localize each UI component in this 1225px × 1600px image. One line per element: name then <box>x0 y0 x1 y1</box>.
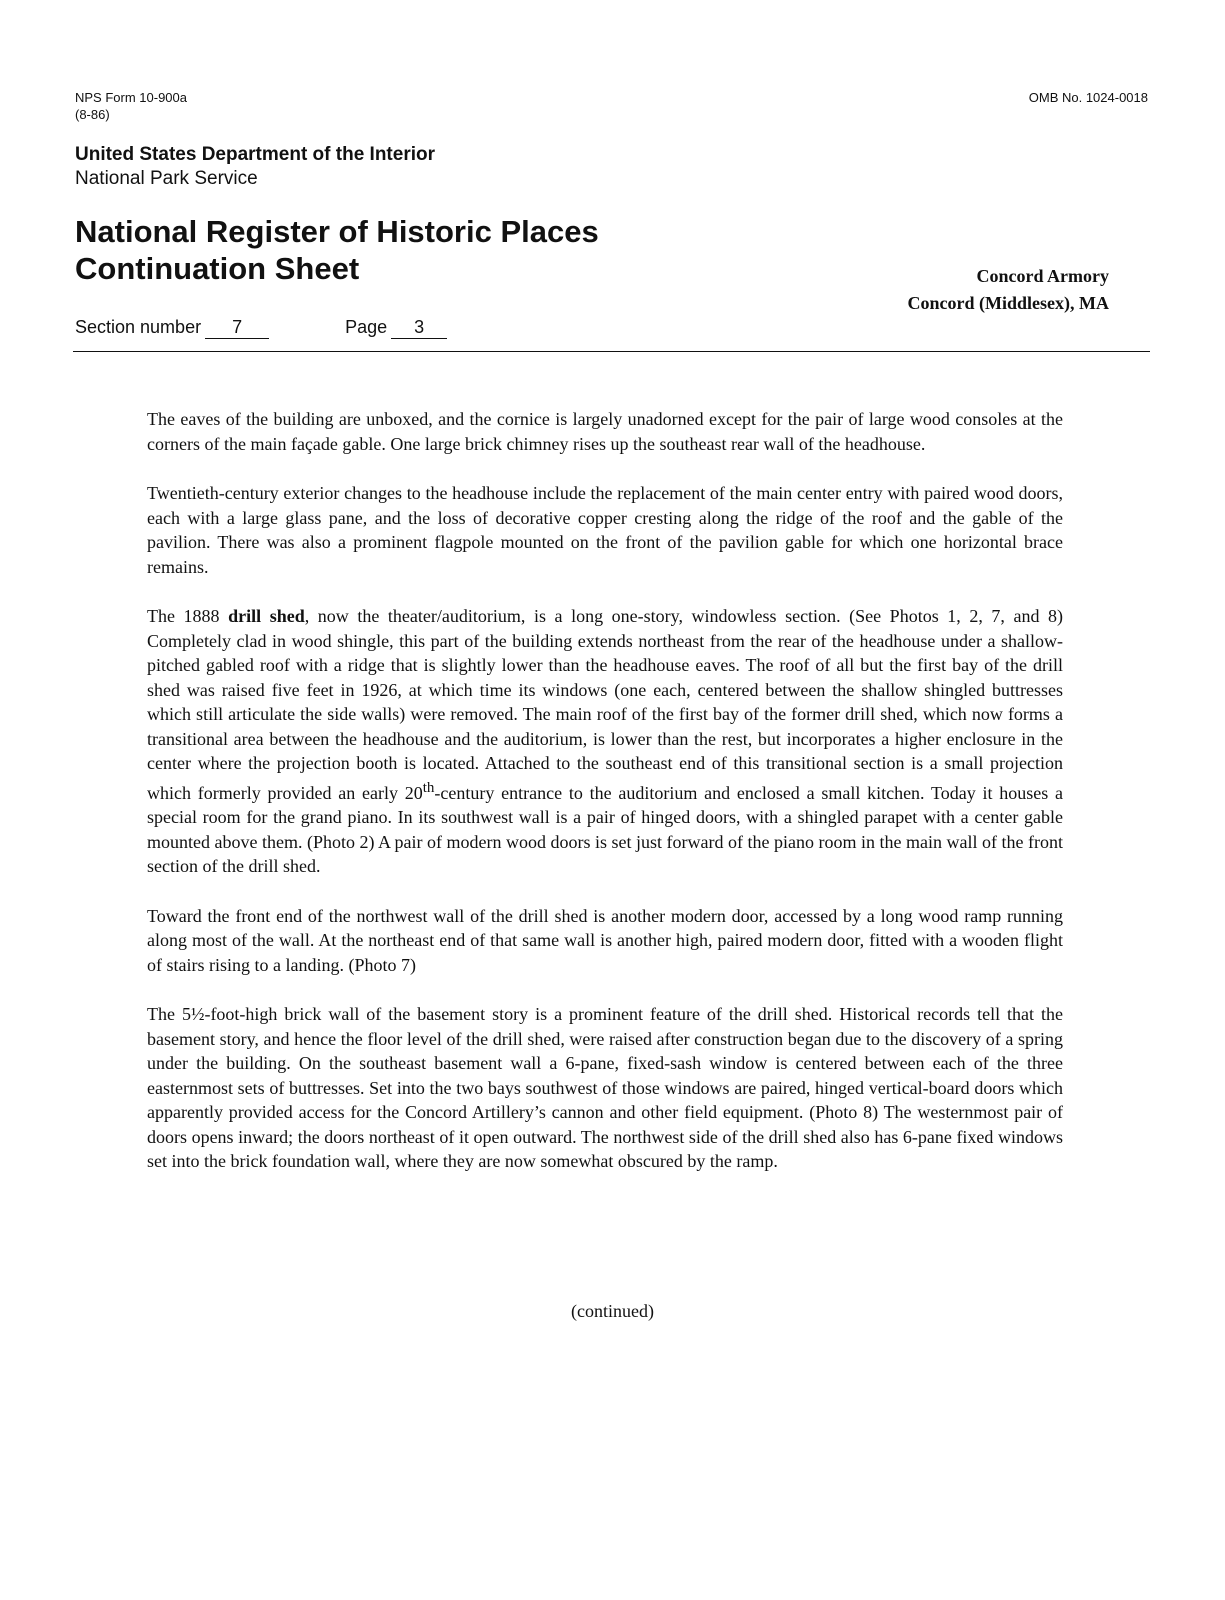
paragraph-exterior-changes: Twentieth-century exterior changes to the headhouse include the replacement of the main center entry with paired wood doors, each with a large glass pane, and the loss of decorative copper cresting along the ridge of the roof and the gable of the pavilion. There was also a prominent flagpole mounted on the front of the pavilion gable for which one horizontal brace remains. <box>147 483 1063 577</box>
section-page-line <box>75 316 447 339</box>
ordinal-suffix: th <box>422 779 435 796</box>
section-label: Section number <box>75 317 202 337</box>
drill-shed-intro: The 1888 <box>147 606 220 626</box>
paragraph-northwest-wall: Toward the front end of the northwest wall of the drill shed is another modern door, accessed by a long wood ramp running along most of the wall. At the northeast end of that same wall is another high, paired modern door, fitted with a wooden flight of stairs rising to a landing. (Photo 7) <box>147 905 1063 975</box>
document-body <box>147 407 1063 1199</box>
paragraph-eaves: The eaves of the building are unboxed, and the cornice is largely unadorned except for the pair of large wood consoles at the corners of the main façade gable. One large brick chimney rises up the southeast rear wall of the headhouse. <box>147 409 1063 454</box>
title-line-1: National Register of Historic Places <box>75 214 599 249</box>
page-label: Page <box>345 317 388 337</box>
property-name: Concord Armory <box>976 266 1109 286</box>
department-name: United States Department of the Interior <box>75 144 435 165</box>
continued-note: (continued) <box>571 1301 654 1321</box>
form-date: (8-86) <box>75 107 110 122</box>
section-number-value: 7 <box>205 316 269 339</box>
form-identifier <box>75 89 187 123</box>
drill-shed-text-1: , now the theater/auditorium, is a long one-story, windowless section. (See Photos 1, 2, 7, and 8) Completely clad in wood shingle, this part of the building extends northeast from the rear of the headhouse under a shallow-pitched gabled roof with a ridge that is slightly lower than the headhouse eaves. The roof of all but the first bay of the drill shed was raised five feet in 1926, at which time its windows (one each, centered between the shallow shingled buttresses which still articulate the side walls) were removed. The main roof of the first bay of the former drill shed, which now forms a transitional area between the headhouse and the auditorium, is lower than the rest, but incorporates a higher enclosure in the center where the projection booth is located. Attached to the southeast end of this transitional section is a small projection which formerly provided an early 20 <box>147 606 1064 803</box>
agency-name: National Park Service <box>75 168 258 189</box>
property-location: Concord (Middlesex), MA <box>907 293 1109 313</box>
document-title <box>75 213 599 287</box>
title-line-2: Continuation Sheet <box>75 251 360 286</box>
drill-shed-term: drill shed <box>228 606 305 626</box>
header-divider <box>73 351 1150 352</box>
agency-block <box>75 143 435 191</box>
page-number-value: 3 <box>391 316 447 339</box>
drill-shed-text-2: -century entrance to the auditorium and enclosed a small kitchen. Today it houses a special room for the grand piano. In its southwest wall is a pair of hinged doors, with a shingled parapet with a center gable mounted above them. (Photo 2) A pair of modern wood doors is set just forward of the piano room in the main wall of the front section of the drill shed. <box>147 782 1063 876</box>
paragraph-drill-shed <box>147 604 1063 879</box>
form-number: NPS Form 10-900a <box>75 90 187 105</box>
omb-number: OMB No. 1024-0018 <box>1028 90 1148 105</box>
paragraph-basement: The 5½-foot-high brick wall of the basement story is a prominent feature of the drill shed. Historical records tell that the basement story, and hence the floor level of the drill shed, were raised after construction began due to the discovery of a spring under the building. On the southeast basement wall a 6-pane, fixed-sash window is centered between each of the three easternmost sets of buttresses. Set into the two bays southwest of those windows are paired, hinged vertical-board doors which apparently provided access for the Concord Artillery’s cannon and other field equipment. (Photo 8) The westernmost pair of doors opens inward; the doors northeast of it open outward. The northwest side of the drill shed also has 6-pane fixed windows set into the brick foundation wall, where they are now somewhat obscured by the ramp. <box>147 1004 1063 1171</box>
property-block <box>908 263 1109 317</box>
